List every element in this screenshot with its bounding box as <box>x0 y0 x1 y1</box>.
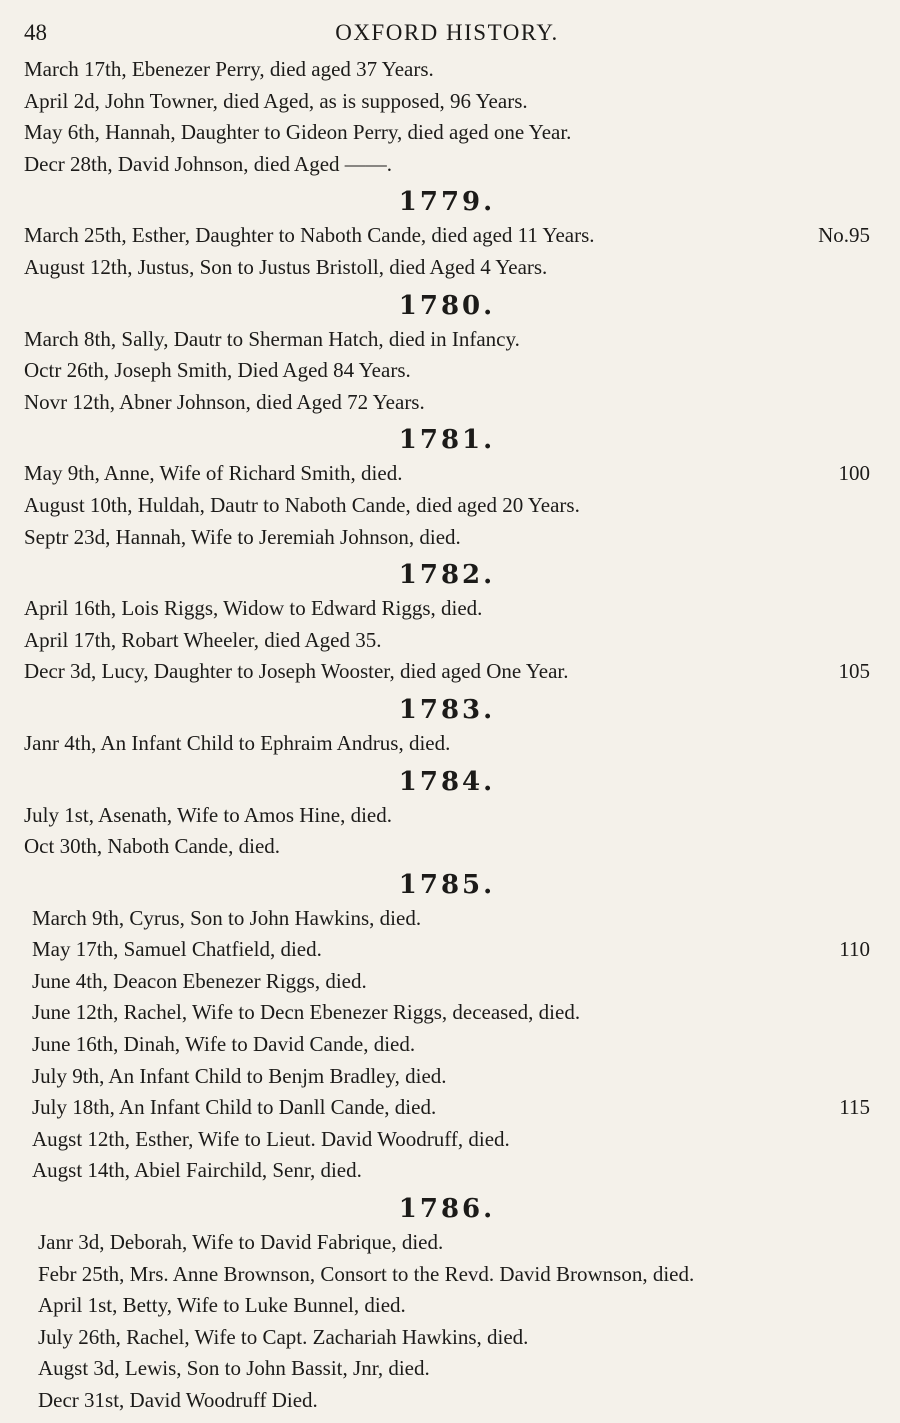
entry-text: March 8th, Sally, Dautr to Sherman Hatch, died in Infancy. <box>24 326 520 351</box>
death-entry <box>24 1061 870 1093</box>
death-entry <box>24 220 870 252</box>
death-entry <box>24 728 870 760</box>
year-section <box>24 180 870 283</box>
year-section <box>24 553 870 688</box>
register-content <box>24 54 870 1417</box>
entry-text: April 1st, Betty, Wife to Luke Bunnel, died. <box>38 1293 406 1318</box>
entry-text: Decr 28th, David Johnson, died Aged ——. <box>24 151 393 176</box>
year-heading: 1786. <box>398 1194 496 1225</box>
entry-text: June 4th, Deacon Ebenezer Riggs, died. <box>32 968 367 993</box>
year-section <box>24 1187 870 1417</box>
year-heading: 1779. <box>398 187 496 218</box>
death-entry <box>24 54 870 86</box>
death-entry <box>24 149 870 181</box>
year-section <box>24 418 870 553</box>
page-header <box>24 14 870 54</box>
margin-number: No.95 <box>818 223 870 248</box>
entry-text: Janr 4th, An Infant Child to Ephraim Andrus, died. <box>24 730 451 755</box>
year-heading: 1782. <box>398 560 496 591</box>
entry-text: August 10th, Huldah, Dautr to Naboth Cande, died aged 20 Years. <box>24 492 580 517</box>
entry-text: April 16th, Lois Riggs, Widow to Edward Riggs, died. <box>24 596 483 621</box>
entry-text: April 2d, John Towner, died Aged, as is supposed, 96 Years. <box>24 88 528 113</box>
year-heading: 1780. <box>398 290 496 321</box>
entry-text: Augst 14th, Abiel Fairchild, Senr, died. <box>32 1158 362 1183</box>
death-entry <box>24 800 870 832</box>
year-section <box>24 688 870 760</box>
year-heading: 1784. <box>398 766 496 797</box>
death-entry <box>24 656 870 688</box>
entry-text: Octr 26th, Joseph Smith, Died Aged 84 Years. <box>24 358 411 383</box>
death-entry <box>24 1124 870 1156</box>
death-entry <box>24 966 870 998</box>
death-entry <box>24 1092 870 1124</box>
death-entry <box>24 1227 870 1259</box>
death-entry <box>24 903 870 935</box>
entry-text: April 17th, Robart Wheeler, died Aged 35. <box>24 627 382 652</box>
entry-text: Decr 3d, Lucy, Daughter to Joseph Wooster, died aged One Year. <box>24 659 569 684</box>
death-entry <box>24 522 870 554</box>
entry-text: July 26th, Rachel, Wife to Capt. Zachariah Hawkins, died. <box>38 1324 529 1349</box>
death-entry <box>24 1385 870 1417</box>
entry-text: June 12th, Rachel, Wife to Decn Ebenezer Riggs, deceased, died. <box>32 1000 581 1025</box>
death-entry <box>24 1155 870 1187</box>
death-entry <box>24 625 870 657</box>
death-entry <box>24 458 870 490</box>
death-entry <box>24 1259 870 1291</box>
entry-text: May 17th, Samuel Chatfield, died. <box>32 937 322 962</box>
death-entry <box>24 934 870 966</box>
entry-text: Janr 3d, Deborah, Wife to David Fabrique, died. <box>38 1230 444 1255</box>
death-entry <box>24 593 870 625</box>
entry-text: Septr 23d, Hannah, Wife to Jeremiah Johnson, died. <box>24 524 461 549</box>
year-heading: 1781. <box>398 425 496 456</box>
death-entry <box>24 831 870 863</box>
death-entry <box>24 1322 870 1354</box>
entry-text: May 6th, Hannah, Daughter to Gideon Perry, died aged one Year. <box>24 120 572 145</box>
death-entry <box>24 387 870 419</box>
year-section <box>24 54 870 180</box>
death-entry <box>24 997 870 1029</box>
entry-text: Augst 3d, Lewis, Son to John Bassit, Jnr, died. <box>38 1356 430 1381</box>
entry-text: Decr 31st, David Woodruff Died. <box>38 1388 318 1412</box>
death-entry <box>24 117 870 149</box>
entry-text: Oct 30th, Naboth Cande, died. <box>24 834 281 859</box>
year-section <box>24 284 870 419</box>
death-entry <box>24 86 870 118</box>
margin-number: 115 <box>839 1095 870 1120</box>
death-entry <box>24 355 870 387</box>
death-entry <box>24 324 870 356</box>
year-heading: 1785. <box>398 869 496 900</box>
entry-text: June 16th, Dinah, Wife to David Cande, died. <box>32 1032 416 1057</box>
entry-text: Febr 25th, Mrs. Anne Brownson, Consort to the Revd. David Brownson, died. <box>38 1261 695 1286</box>
page-number: 48 <box>24 20 47 45</box>
entry-text: May 9th, Anne, Wife of Richard Smith, died. <box>24 461 403 486</box>
entry-text: March 9th, Cyrus, Son to John Hawkins, died. <box>32 905 422 930</box>
margin-number: 105 <box>838 659 870 684</box>
entry-text: August 12th, Justus, Son to Justus Bristoll, died Aged 4 Years. <box>24 254 548 279</box>
death-entry <box>24 252 870 284</box>
margin-number: 100 <box>838 461 870 486</box>
death-entry <box>24 1353 870 1385</box>
entry-text: July 18th, An Infant Child to Danll Cande, died. <box>32 1095 437 1120</box>
entry-text: March 17th, Ebenezer Perry, died aged 37 Years. <box>24 57 434 81</box>
year-section <box>24 863 870 1187</box>
year-section <box>24 760 870 863</box>
entry-text: March 25th, Esther, Daughter to Naboth Cande, died aged 11 Years. <box>24 223 595 248</box>
year-heading: 1783. <box>398 694 496 725</box>
death-entry <box>24 1290 870 1322</box>
entry-text: July 9th, An Infant Child to Benjm Bradley, died. <box>32 1063 447 1088</box>
entry-text: July 1st, Asenath, Wife to Amos Hine, died. <box>24 802 392 827</box>
death-entry <box>24 490 870 522</box>
running-title: OXFORD HISTORY. <box>335 20 559 45</box>
entry-text: Novr 12th, Abner Johnson, died Aged 72 Years. <box>24 389 425 414</box>
entry-text: Augst 12th, Esther, Wife to Lieut. David Woodruff, died. <box>32 1126 510 1151</box>
death-entry <box>24 1029 870 1061</box>
margin-number: 110 <box>839 937 870 962</box>
